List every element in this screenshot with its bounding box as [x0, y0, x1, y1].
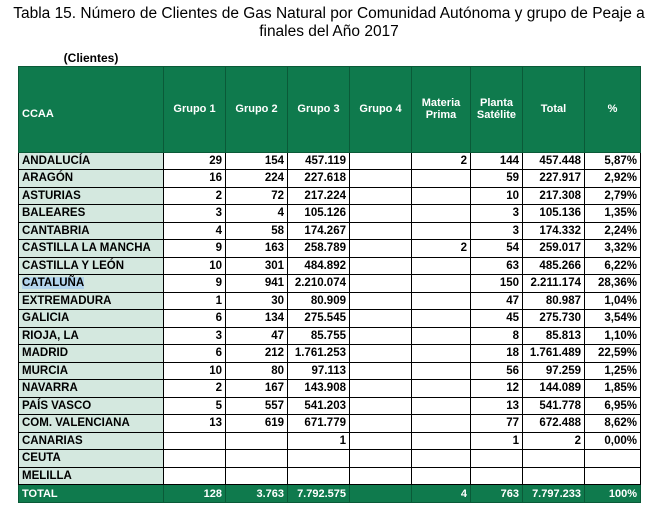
cell-ps: 150	[471, 275, 523, 293]
table-title	[0, 0, 658, 40]
table-row	[19, 415, 641, 433]
cell-g2: 167	[226, 380, 288, 398]
header-total: Total	[523, 66, 585, 152]
ccaa-name: CANTABRIA	[19, 222, 164, 240]
cell-g4	[350, 345, 412, 363]
cell-pct: 3,54%	[585, 310, 641, 328]
clients-table	[18, 50, 641, 503]
cell-total: 672.488	[523, 415, 585, 433]
cell-g3: 484.892	[288, 257, 350, 275]
cell-pct: 1,35%	[585, 205, 641, 223]
cell-pct: 0,00%	[585, 432, 641, 450]
cell-g1: 3	[164, 327, 226, 345]
cell-g1: 29	[164, 152, 226, 170]
cell-mp	[412, 415, 471, 433]
cell-ps: 77	[471, 415, 523, 433]
cell-g4	[350, 257, 412, 275]
cell-mp	[412, 432, 471, 450]
cell-total: 80.987	[523, 292, 585, 310]
cell-mp: 2	[412, 240, 471, 258]
ccaa-name: EXTREMADURA	[19, 292, 164, 310]
cell-g3: 1.761.253	[288, 345, 350, 363]
header-grupo1: Grupo 1	[164, 66, 226, 152]
cell-g1: 1	[164, 292, 226, 310]
cell-ps: 1	[471, 432, 523, 450]
cell-g1: 13	[164, 415, 226, 433]
table-row	[19, 152, 641, 170]
ccaa-name: CANARIAS	[19, 432, 164, 450]
cell-g3: 217.224	[288, 187, 350, 205]
cell-ps: 144	[471, 152, 523, 170]
total-total: 7.797.233	[523, 485, 585, 503]
cell-g3: 1	[288, 432, 350, 450]
cell-g1: 5	[164, 397, 226, 415]
table-row	[19, 397, 641, 415]
cell-g3: 275.545	[288, 310, 350, 328]
table-row	[19, 467, 641, 485]
ccaa-name: GALICIA	[19, 310, 164, 328]
cell-ps: 63	[471, 257, 523, 275]
cell-g4	[350, 187, 412, 205]
cell-g4	[350, 380, 412, 398]
total-ps: 763	[471, 485, 523, 503]
ccaa-name: ANDALUCÍA	[19, 152, 164, 170]
cell-g2	[226, 467, 288, 485]
cell-total: 485.266	[523, 257, 585, 275]
cell-g4	[350, 327, 412, 345]
cell-g2: 80	[226, 362, 288, 380]
header-grupo4: Grupo 4	[350, 66, 412, 152]
cell-g3: 174.267	[288, 222, 350, 240]
cell-total: 2	[523, 432, 585, 450]
cell-pct: 1,85%	[585, 380, 641, 398]
ccaa-name: RIOJA, LA	[19, 327, 164, 345]
cell-ps	[471, 450, 523, 468]
cell-pct: 2,24%	[585, 222, 641, 240]
cell-g3: 258.789	[288, 240, 350, 258]
cell-g4	[350, 240, 412, 258]
cell-total: 217.308	[523, 187, 585, 205]
table-row	[19, 362, 641, 380]
cell-total	[523, 450, 585, 468]
table-row	[19, 275, 641, 293]
cell-g4	[350, 432, 412, 450]
cell-g2: 72	[226, 187, 288, 205]
cell-g1: 2	[164, 187, 226, 205]
total-g2: 3.763	[226, 485, 288, 503]
cell-g1: 16	[164, 170, 226, 188]
ccaa-name: BALEARES	[19, 205, 164, 223]
table-body	[19, 152, 641, 485]
cell-ps: 56	[471, 362, 523, 380]
title-line-2: finales del Año 2017	[259, 23, 399, 40]
cell-g4	[350, 362, 412, 380]
cell-g3: 85.755	[288, 327, 350, 345]
cell-g3: 671.779	[288, 415, 350, 433]
cell-g1: 10	[164, 362, 226, 380]
cell-g3: 80.909	[288, 292, 350, 310]
cell-g3: 227.618	[288, 170, 350, 188]
ccaa-name: PAÍS VASCO	[19, 397, 164, 415]
cell-g4	[350, 152, 412, 170]
ccaa-name: CASTILLA LA MANCHA	[19, 240, 164, 258]
cell-ps	[471, 467, 523, 485]
ccaa-name: ASTURIAS	[19, 187, 164, 205]
total-row	[19, 485, 641, 503]
table-row	[19, 170, 641, 188]
table-row	[19, 187, 641, 205]
table-row	[19, 205, 641, 223]
unit-label: (Clientes)	[19, 50, 164, 66]
cell-pct	[585, 467, 641, 485]
cell-mp	[412, 327, 471, 345]
cell-pct: 6,22%	[585, 257, 641, 275]
cell-g3: 2.210.074	[288, 275, 350, 293]
header-materia-prima: Materia Prima	[412, 66, 471, 152]
table-row	[19, 345, 641, 363]
cell-mp	[412, 257, 471, 275]
cell-g2: 557	[226, 397, 288, 415]
cell-g1: 9	[164, 240, 226, 258]
cell-g1	[164, 450, 226, 468]
cell-mp	[412, 380, 471, 398]
total-g3: 7.792.575	[288, 485, 350, 503]
cell-g3: 97.113	[288, 362, 350, 380]
table-row	[19, 327, 641, 345]
cell-ps: 47	[471, 292, 523, 310]
cell-g1: 3	[164, 205, 226, 223]
cell-g2: 301	[226, 257, 288, 275]
cell-mp	[412, 187, 471, 205]
total-label: TOTAL	[19, 485, 164, 503]
cell-ps: 3	[471, 205, 523, 223]
cell-ps: 12	[471, 380, 523, 398]
cell-mp	[412, 310, 471, 328]
cell-total: 227.917	[523, 170, 585, 188]
cell-total: 174.332	[523, 222, 585, 240]
cell-ps: 10	[471, 187, 523, 205]
cell-g4	[350, 450, 412, 468]
cell-total: 541.778	[523, 397, 585, 415]
header-grupo2: Grupo 2	[226, 66, 288, 152]
cell-g3: 143.908	[288, 380, 350, 398]
ccaa-name: MADRID	[19, 345, 164, 363]
cell-ps: 13	[471, 397, 523, 415]
cell-g4	[350, 292, 412, 310]
cell-g4	[350, 205, 412, 223]
cell-g1: 6	[164, 345, 226, 363]
cell-mp	[412, 397, 471, 415]
ccaa-name: ARAGÓN	[19, 170, 164, 188]
ccaa-name: CASTILLA Y LEÓN	[19, 257, 164, 275]
cell-g3: 105.126	[288, 205, 350, 223]
table-row	[19, 222, 641, 240]
cell-g2	[226, 450, 288, 468]
cell-mp	[412, 467, 471, 485]
cell-g4	[350, 170, 412, 188]
cell-g3: 457.119	[288, 152, 350, 170]
cell-total: 457.448	[523, 152, 585, 170]
cell-ps: 18	[471, 345, 523, 363]
table-row	[19, 380, 641, 398]
cell-g4	[350, 275, 412, 293]
cell-ps: 59	[471, 170, 523, 188]
cell-g4	[350, 415, 412, 433]
cell-total: 105.136	[523, 205, 585, 223]
cell-pct: 8,62%	[585, 415, 641, 433]
header-planta-satelite: Planta Satélite	[471, 66, 523, 152]
cell-g2: 163	[226, 240, 288, 258]
cell-g1	[164, 432, 226, 450]
header-grupo3: Grupo 3	[288, 66, 350, 152]
cell-g2: 224	[226, 170, 288, 188]
header-ccaa: CCAA	[19, 66, 164, 152]
total-mp: 4	[412, 485, 471, 503]
cell-g2: 619	[226, 415, 288, 433]
table-row	[19, 450, 641, 468]
cell-total: 97.259	[523, 362, 585, 380]
cell-mp: 2	[412, 152, 471, 170]
cell-g1: 9	[164, 275, 226, 293]
cell-pct: 28,36%	[585, 275, 641, 293]
table-row	[19, 240, 641, 258]
cell-g2: 4	[226, 205, 288, 223]
ccaa-name: NAVARRA	[19, 380, 164, 398]
cell-pct: 1,10%	[585, 327, 641, 345]
cell-g3	[288, 450, 350, 468]
ccaa-name: MURCIA	[19, 362, 164, 380]
table-row	[19, 257, 641, 275]
cell-pct: 1,04%	[585, 292, 641, 310]
cell-pct: 5,87%	[585, 152, 641, 170]
cell-g1: 4	[164, 222, 226, 240]
cell-g2: 134	[226, 310, 288, 328]
ccaa-name: MELILLA	[19, 467, 164, 485]
cell-g1	[164, 467, 226, 485]
cell-pct: 1,25%	[585, 362, 641, 380]
cell-total	[523, 467, 585, 485]
ccaa-name: CEUTA	[19, 450, 164, 468]
cell-pct	[585, 450, 641, 468]
cell-total: 2.211.174	[523, 275, 585, 293]
cell-g3: 541.203	[288, 397, 350, 415]
cell-pct: 22,59%	[585, 345, 641, 363]
header-row	[19, 66, 641, 152]
cell-g4	[350, 397, 412, 415]
cell-mp	[412, 345, 471, 363]
cell-pct: 6,95%	[585, 397, 641, 415]
cell-g2: 30	[226, 292, 288, 310]
cell-mp	[412, 292, 471, 310]
cell-g2: 58	[226, 222, 288, 240]
cell-ps: 54	[471, 240, 523, 258]
cell-g3	[288, 467, 350, 485]
cell-total: 144.089	[523, 380, 585, 398]
cell-g2: 47	[226, 327, 288, 345]
ccaa-name: COM. VALENCIANA	[19, 415, 164, 433]
cell-mp	[412, 205, 471, 223]
cell-mp	[412, 170, 471, 188]
table-container	[18, 50, 641, 503]
cell-g4	[350, 310, 412, 328]
cell-total: 1.761.489	[523, 345, 585, 363]
cell-total: 275.730	[523, 310, 585, 328]
cell-total: 259.017	[523, 240, 585, 258]
cell-mp	[412, 222, 471, 240]
cell-mp	[412, 450, 471, 468]
cell-g2: 154	[226, 152, 288, 170]
cell-ps: 3	[471, 222, 523, 240]
title-line-1: Tabla 15. Número de Clientes de Gas Natural por Comunidad Autónoma y grupo de Peaje a	[13, 5, 645, 22]
cell-pct: 3,32%	[585, 240, 641, 258]
total-g1: 128	[164, 485, 226, 503]
cell-g2	[226, 432, 288, 450]
total-g4	[350, 485, 412, 503]
header-pct: %	[585, 66, 641, 152]
cell-total: 85.813	[523, 327, 585, 345]
cell-pct: 2,79%	[585, 187, 641, 205]
ccaa-name: CATALUÑA	[19, 275, 164, 293]
cell-g1: 10	[164, 257, 226, 275]
cell-pct: 2,92%	[585, 170, 641, 188]
cell-g1: 2	[164, 380, 226, 398]
cell-ps: 8	[471, 327, 523, 345]
cell-g2: 941	[226, 275, 288, 293]
table-row	[19, 432, 641, 450]
cell-mp	[412, 275, 471, 293]
cell-g1: 6	[164, 310, 226, 328]
cell-g2: 212	[226, 345, 288, 363]
cell-g4	[350, 222, 412, 240]
cell-g4	[350, 467, 412, 485]
cell-mp	[412, 362, 471, 380]
table-row	[19, 310, 641, 328]
table-row	[19, 292, 641, 310]
cell-ps: 45	[471, 310, 523, 328]
total-pct: 100%	[585, 485, 641, 503]
